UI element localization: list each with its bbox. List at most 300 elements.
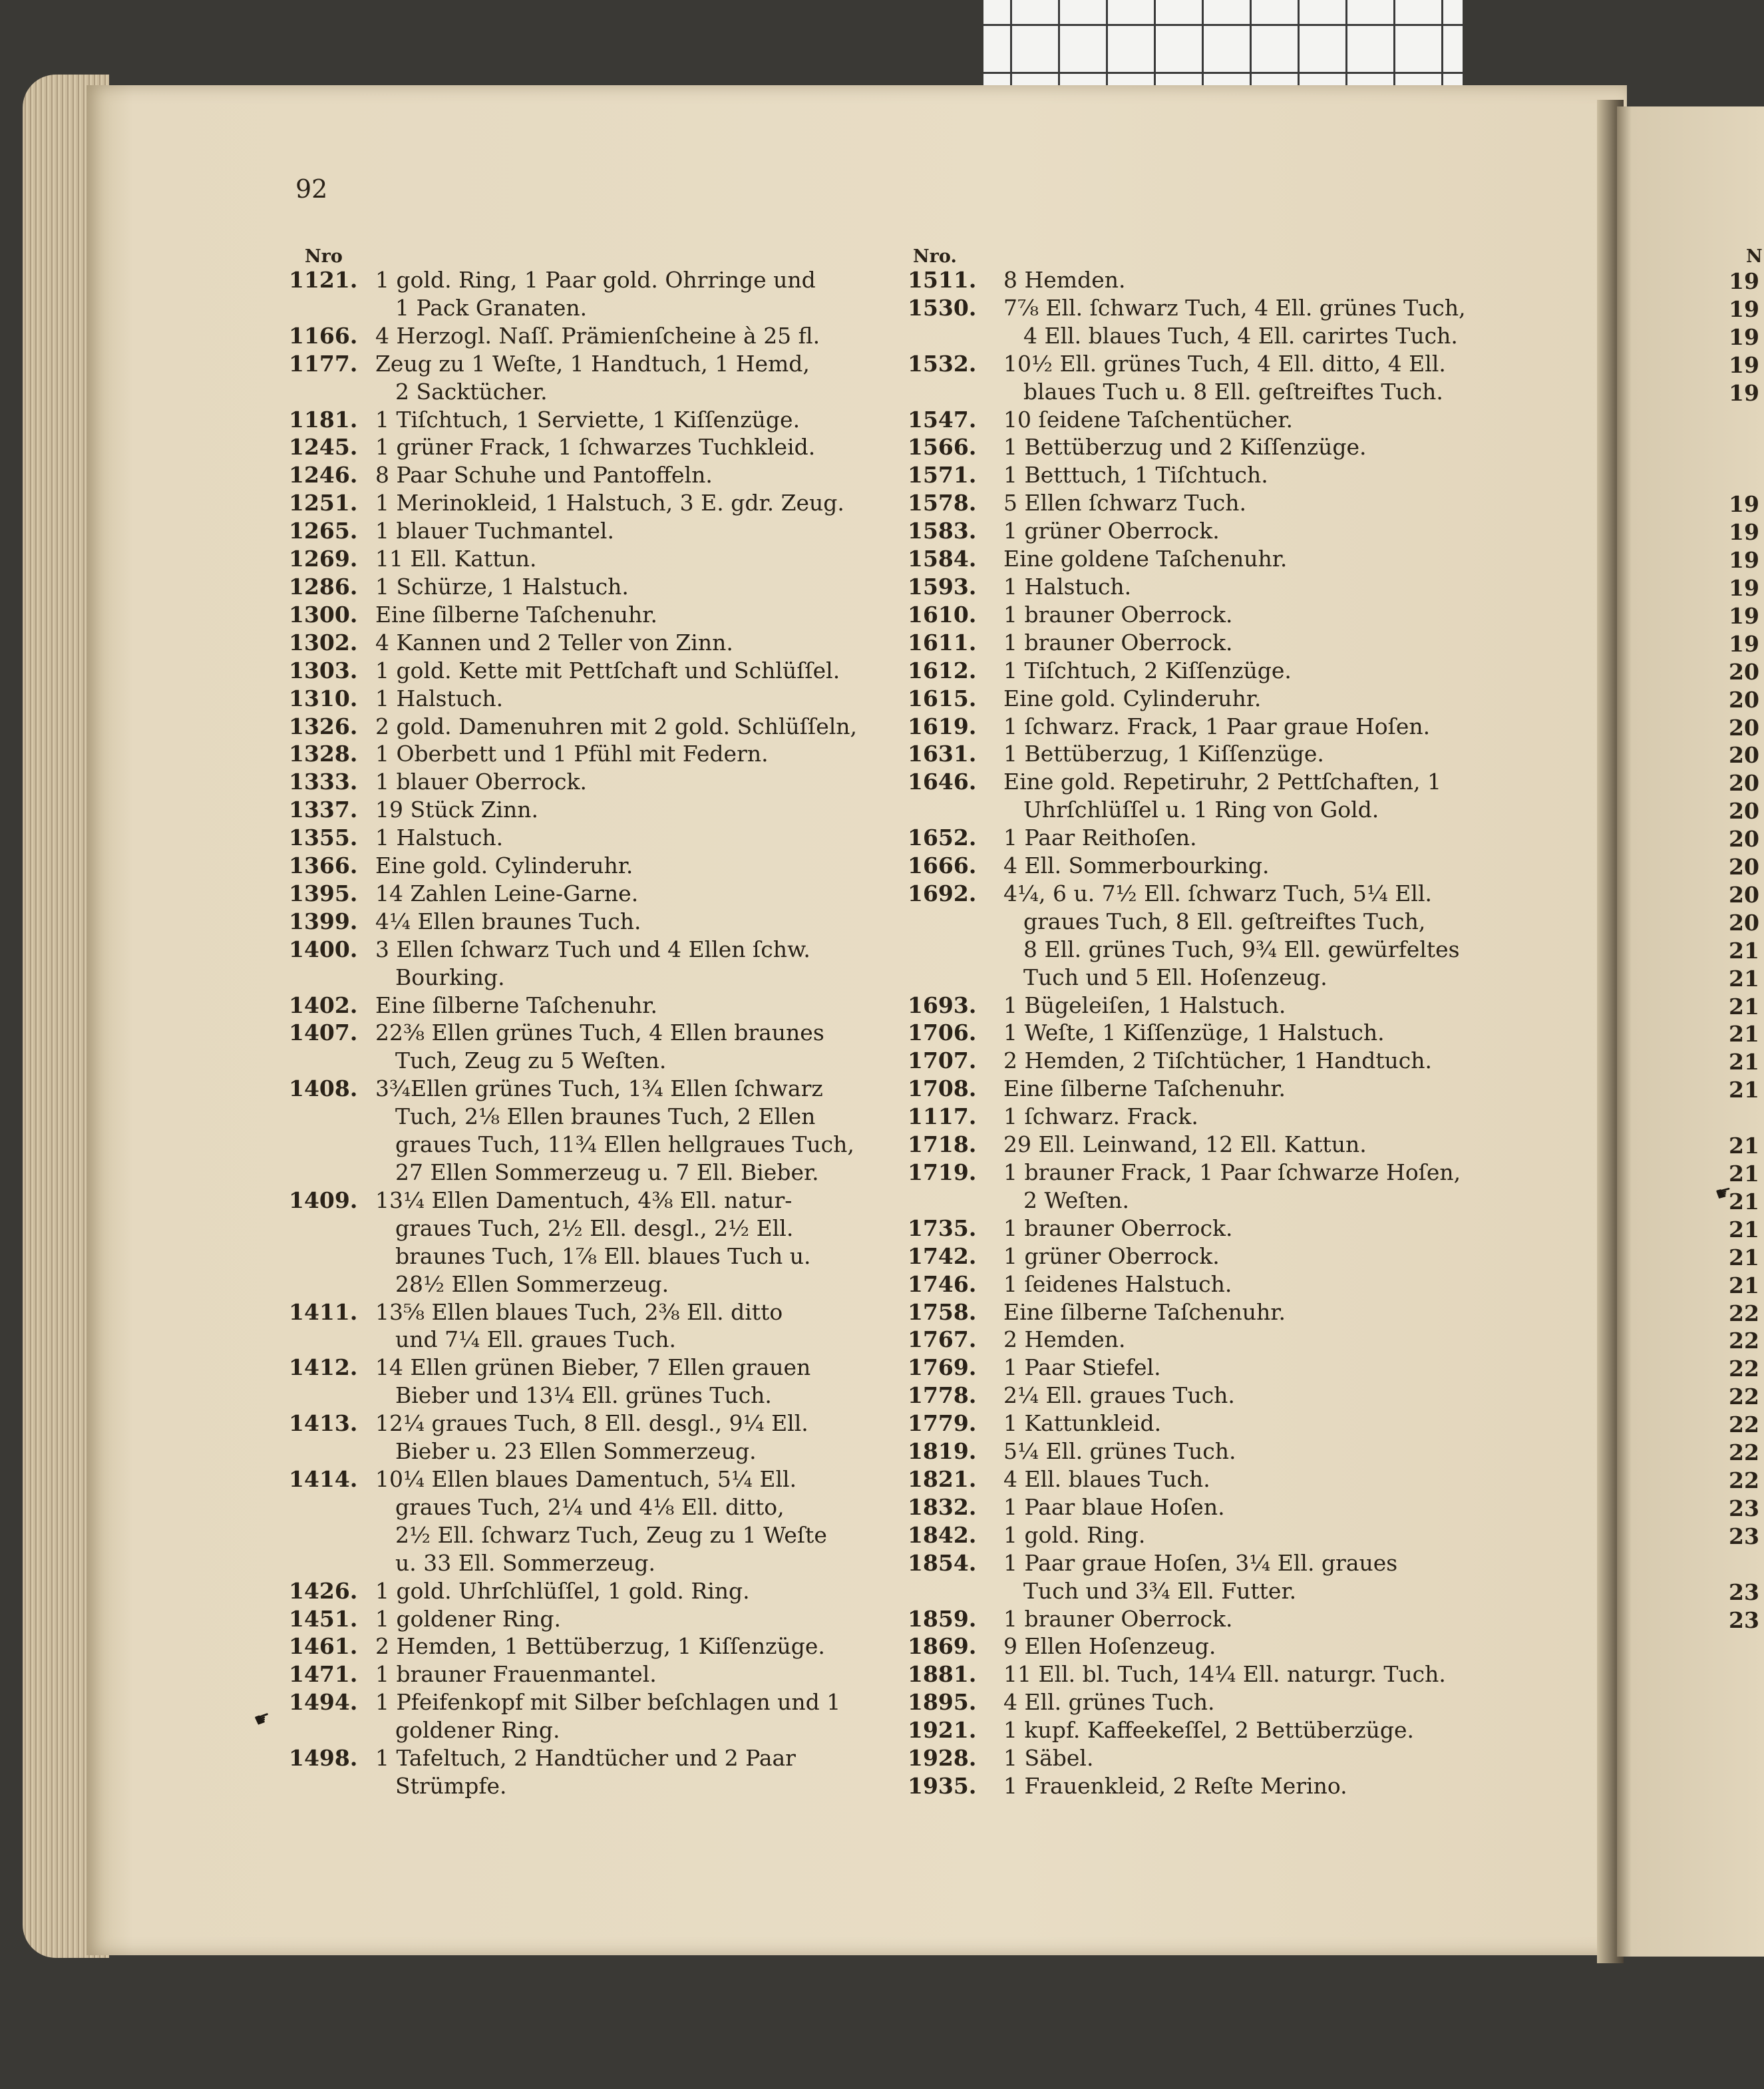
entry-line: 1 Pfeifenkopf mit Silber beſchlagen und 1 [375, 1689, 841, 1716]
right-entry-list [908, 266, 1506, 1800]
entry-number: 1611. [908, 629, 977, 656]
entry-line: Eine ſilberne Taſchenuhr. [1003, 1075, 1286, 1102]
list-item [908, 1298, 1506, 1326]
entry-description [375, 796, 888, 824]
entry-number: 1117. [908, 1103, 977, 1130]
entry-line: Bieber und 13¼ Ell. grünes Tuch. [395, 1382, 772, 1409]
list-item [908, 1744, 1506, 1772]
entry-line: 4 Kannen und 2 Teller von Zinn. [375, 629, 733, 656]
entry-line: 8 Ell. grünes Tuch, 9¾ Ell. gewürfeltes [1023, 936, 1460, 962]
fragment-line: 19 [1729, 351, 1759, 378]
entry-line: 12¼ graues Tuch, 8 Ell. desgl., 9¼ Ell. [375, 1410, 808, 1437]
entry-description [1001, 1521, 1506, 1549]
list-item [289, 768, 888, 796]
entry-number: 1652. [908, 825, 977, 851]
entry-description [1001, 1215, 1506, 1242]
entry-number: 1547. [908, 406, 977, 433]
list-item [908, 1549, 1506, 1605]
entry-number: 1769. [908, 1354, 977, 1381]
list-item [908, 1410, 1506, 1437]
entry-line: 22⅜ Ellen grünes Tuch, 4 Ellen braunes [375, 1020, 824, 1046]
entry-number: 1593. [908, 573, 977, 600]
entry-description [375, 880, 888, 908]
fragment-line: 19 [1729, 295, 1759, 322]
entry-number: 1461. [289, 1633, 358, 1660]
entry-number: 1778. [908, 1382, 977, 1409]
entry-line: 9 Ellen Hoſenzeug. [1003, 1633, 1216, 1660]
entry-description [1001, 852, 1506, 880]
entry-number: 1779. [908, 1410, 977, 1437]
list-item [908, 1382, 1506, 1410]
entry-number: 1426. [289, 1577, 358, 1604]
entry-line: 1 brauner Oberrock. [1003, 1215, 1233, 1241]
fragment-line: 21 [1729, 993, 1759, 1020]
entry-line: 3 Ellen ſchwarz Tuch und 4 Ellen ſchw. [375, 936, 810, 962]
entry-line: 1 Kattunkleid. [1003, 1410, 1162, 1437]
entry-description [1001, 824, 1506, 852]
fragment-line: 21 [1729, 965, 1759, 992]
entry-description [375, 713, 888, 741]
entry-number: 1708. [908, 1075, 977, 1102]
entry-line: 1 Pack Granaten. [395, 294, 588, 321]
entry-number: 1300. [289, 601, 358, 628]
list-item [908, 1772, 1506, 1800]
entry-line: 1 Halstuch. [375, 685, 504, 711]
list-item [289, 350, 888, 406]
entry-line: Zeug zu 1 Weſte, 1 Handtuch, 1 Hemd, [375, 350, 810, 377]
entry-number: 1414. [289, 1465, 358, 1492]
entry-line: 1 grüner Oberrock. [1003, 518, 1220, 544]
list-item [289, 489, 888, 517]
entry-line: Bourking. [395, 964, 505, 990]
entry-number: 1881. [908, 1661, 977, 1688]
entry-line: 4¼ Ellen braunes Tuch. [375, 908, 641, 934]
entry-line: 2 Sacktücher. [395, 378, 548, 405]
fragment-line: 19 [1729, 491, 1759, 518]
fragment-line: 19 [1729, 630, 1759, 657]
entry-description [375, 1577, 888, 1605]
entry-number: 1251. [289, 490, 358, 516]
entry-description [375, 852, 888, 880]
entry-line: 1 Paar Stiefel. [1003, 1354, 1161, 1381]
entry-description [375, 768, 888, 796]
entry-description [375, 629, 888, 657]
entry-line: 2¼ Ell. graues Tuch. [1003, 1382, 1235, 1409]
list-item [908, 992, 1506, 1020]
list-item [289, 1354, 888, 1410]
list-item [908, 852, 1506, 880]
entry-number: 1408. [289, 1075, 358, 1102]
fragment-line: 21 [1729, 937, 1759, 964]
fragment-line: 20 [1729, 658, 1759, 685]
entry-line: 1 Bettüberzug, 1 Kiſſenzüge. [1003, 741, 1324, 767]
list-item [908, 685, 1506, 713]
list-item [289, 1577, 888, 1605]
entry-line: Bieber u. 23 Ellen Sommerzeug. [395, 1438, 757, 1465]
fragment-line: 19 [1729, 323, 1759, 350]
entry-line: Tuch, 2⅛ Ellen braunes Tuch, 2 Ellen [395, 1103, 816, 1130]
list-item [908, 601, 1506, 629]
entry-description [375, 489, 888, 517]
entry-number: 1758. [908, 1298, 977, 1325]
entry-description [375, 601, 888, 629]
entry-description [1001, 601, 1506, 629]
fragment-line: 19 [1729, 574, 1759, 601]
entry-line: 28½ Ellen Sommerzeug. [395, 1270, 669, 1297]
list-item [908, 266, 1506, 294]
entry-description [375, 517, 888, 545]
list-item [289, 1187, 888, 1298]
entry-line: 1 Paar Reithoſen. [1003, 825, 1197, 851]
list-item [289, 406, 888, 434]
entry-line: Tuch und 3¾ Ell. Futter. [1023, 1577, 1297, 1604]
entry-line: 10¼ Ellen blaues Damentuch, 5¼ Ell. [375, 1465, 797, 1492]
entry-number: 1511. [908, 267, 977, 293]
entry-line: 1 grüner Oberrock. [1003, 1242, 1220, 1269]
entry-description [1001, 1382, 1506, 1410]
entry-description [1001, 1159, 1506, 1215]
entry-number: 1619. [908, 713, 977, 739]
list-item [289, 573, 888, 601]
entry-description [375, 573, 888, 601]
entry-description [1001, 545, 1506, 573]
entry-description [375, 685, 888, 713]
entry-number: 1411. [289, 1298, 358, 1325]
entry-number: 1854. [908, 1549, 977, 1576]
entry-line: 1 blauer Tuchmantel. [375, 518, 614, 544]
entry-number: 1302. [289, 629, 358, 656]
list-item [908, 657, 1506, 685]
list-item [908, 1131, 1506, 1159]
entry-line: blaues Tuch u. 8 Ell. geſtreiftes Tuch. [1023, 378, 1443, 405]
entry-line: 19 Stück Zinn. [375, 797, 539, 823]
entry-number: 1337. [289, 797, 358, 823]
entry-number: 1583. [908, 518, 977, 544]
entry-number: 1571. [908, 462, 977, 488]
entry-line: 1 Frauenkleid, 2 Reſte Merino. [1003, 1772, 1347, 1799]
entry-description [375, 740, 888, 768]
entry-line: 2 Hemden, 2 Tiſchtücher, 1 Handtuch. [1003, 1047, 1432, 1074]
entry-number: 1399. [289, 908, 358, 934]
entry-description [1001, 713, 1506, 741]
entry-line: 1 ſeidenes Halstuch. [1003, 1270, 1232, 1297]
fragment-line [1729, 407, 1759, 435]
list-item [908, 573, 1506, 601]
entry-line: 1 brauner Oberrock. [1003, 629, 1233, 656]
entry-description [1001, 406, 1506, 434]
fragment-line: 20 [1729, 826, 1759, 853]
entry-line: 10 ſeidene Taſchentücher. [1003, 406, 1293, 433]
list-item [908, 294, 1506, 350]
entry-line: 1 Halstuch. [375, 825, 504, 851]
fragment-line: 22 [1729, 1384, 1759, 1410]
list-item [908, 1688, 1506, 1716]
entry-number: 1286. [289, 573, 358, 600]
fragment-line: 21 [1729, 1133, 1759, 1159]
entry-number: 1767. [908, 1326, 977, 1353]
entry-number: 1246. [289, 462, 358, 488]
list-item [908, 517, 1506, 545]
entry-number: 1610. [908, 601, 977, 628]
list-item [289, 824, 888, 852]
entry-description [1001, 992, 1506, 1020]
entry-line: 1 Tiſchtuch, 1 Serviette, 1 Kiſſenzüge. [375, 406, 800, 433]
fragment-line: 19 [1729, 519, 1759, 546]
entry-description [375, 657, 888, 685]
entry-description [375, 1660, 888, 1688]
entry-number: 1735. [908, 1215, 977, 1241]
list-item [289, 266, 888, 322]
entry-description [1001, 1410, 1506, 1437]
list-item [908, 350, 1506, 406]
entry-number: 1928. [908, 1745, 977, 1772]
entry-number: 1832. [908, 1493, 977, 1520]
list-item [289, 1632, 888, 1660]
list-item [908, 880, 1506, 992]
entry-description [375, 1187, 888, 1298]
entry-description [1001, 461, 1506, 489]
fragment-line [1729, 435, 1759, 463]
entry-description [1001, 1465, 1506, 1493]
entry-description [1001, 1326, 1506, 1354]
fragment-line: 19 [1729, 547, 1759, 574]
entry-number: 1584. [908, 546, 977, 572]
fragment-line: 20 [1729, 770, 1759, 797]
list-item [908, 768, 1506, 824]
entry-line: 1 brauner Frack, 1 Paar ſchwarze Hoſen, [1003, 1159, 1461, 1185]
list-item [908, 545, 1506, 573]
fragment-line: 21 [1729, 1216, 1759, 1242]
entry-line: und 7¼ Ell. graues Tuch. [395, 1326, 677, 1353]
entry-line: graues Tuch, 2¼ und 4⅛ Ell. ditto, [395, 1493, 785, 1520]
entry-line: graues Tuch, 2½ Ell. desgl., 2½ Ell. [395, 1215, 794, 1241]
entry-description [375, 908, 888, 936]
entry-description [1001, 1354, 1506, 1382]
entry-number: 1451. [289, 1605, 358, 1632]
entry-line: 27 Ellen Sommerzeug u. 7 Ell. Bieber. [395, 1159, 819, 1185]
entry-number: 1328. [289, 741, 358, 767]
entry-line: Eine goldene Taſchenuhr. [1003, 546, 1288, 572]
list-item [908, 1521, 1506, 1549]
fragment-line: 21 [1729, 1161, 1759, 1187]
entry-line: 1 goldener Ring. [375, 1605, 562, 1632]
fragment-line: 21 [1729, 1077, 1759, 1103]
entry-line: 2 Hemden, 1 Bettüberzug, 1 Kiſſenzüge. [375, 1633, 825, 1660]
entry-description [375, 1354, 888, 1410]
entry-number: 1409. [289, 1187, 358, 1213]
fragment-line: 21 [1729, 1188, 1759, 1215]
left-entry-list [289, 266, 888, 1800]
next-page-header: N [1746, 246, 1763, 267]
fragment-line: 19 [1729, 379, 1759, 406]
list-item [289, 713, 888, 741]
list-item [908, 1632, 1506, 1660]
entry-description [1001, 1493, 1506, 1521]
entry-number: 1821. [908, 1465, 977, 1492]
entry-number: 1413. [289, 1410, 358, 1437]
fragment-line: 20 [1729, 714, 1759, 741]
entry-line: 2½ Ell. ſchwarz Tuch, Zeug zu 1 Weſte [395, 1521, 827, 1548]
entry-number: 1166. [289, 322, 358, 349]
entry-line: 13⅝ Ellen blaues Tuch, 2⅜ Ell. ditto [375, 1298, 783, 1325]
entry-line: u. 33 Ell. Sommerzeug. [395, 1549, 656, 1576]
fragment-line: 22 [1729, 1439, 1759, 1466]
entry-description [1001, 1298, 1506, 1326]
entry-number: 1612. [908, 657, 977, 683]
entry-number: 1859. [908, 1605, 977, 1632]
entry-description [375, 1605, 888, 1633]
list-item [908, 433, 1506, 461]
entry-description [1001, 517, 1506, 545]
list-item [289, 657, 888, 685]
entry-line: braunes Tuch, 1⅞ Ell. blaues Tuch u. [395, 1242, 811, 1269]
entry-description [375, 1019, 888, 1075]
entry-description [1001, 573, 1506, 601]
entry-number: 1921. [908, 1717, 977, 1744]
list-item [908, 1354, 1506, 1382]
entry-description [1001, 1047, 1506, 1075]
entry-number: 1400. [289, 936, 358, 962]
list-item [289, 852, 888, 880]
list-item [289, 936, 888, 992]
list-item [289, 1019, 888, 1075]
entry-line: 4 Ell. blaues Tuch, 4 Ell. carirtes Tuch. [1023, 322, 1458, 349]
list-item [289, 908, 888, 936]
entry-line: 29 Ell. Leinwand, 12 Ell. Kattun. [1003, 1131, 1367, 1158]
entry-number: 1407. [289, 1020, 358, 1046]
entry-number: 1935. [908, 1772, 977, 1799]
fragment-line: 22 [1729, 1328, 1759, 1354]
fragment-line [1729, 1104, 1759, 1132]
entry-line: 1 Merinokleid, 1 Halstuch, 3 E. gdr. Zeug. [375, 490, 844, 516]
entry-number: 1566. [908, 434, 977, 461]
entry-line: Strümpfe. [395, 1772, 507, 1799]
list-item [908, 489, 1506, 517]
entry-line: 1 ſchwarz. Frack, 1 Paar graue Hoſen. [1003, 713, 1431, 739]
entry-number: 1395. [289, 880, 358, 906]
entry-number: 1181. [289, 406, 358, 433]
list-item [289, 1605, 888, 1633]
fragment-line: 22 [1729, 1300, 1759, 1326]
fragment-line: 20 [1729, 881, 1759, 908]
left-hand-pointer-icon: ☛ [251, 1705, 274, 1732]
entry-number: 1742. [908, 1242, 977, 1269]
entry-line: 1 gold. Ring, 1 Paar gold. Ohrringe und [375, 267, 816, 293]
entry-line: Eine gold. Cylinderuhr. [1003, 685, 1262, 711]
entry-line: 2 Weſten. [1023, 1187, 1129, 1213]
list-item [289, 433, 888, 461]
fragment-line: 20 [1729, 909, 1759, 936]
entry-line: 14 Ellen grünen Bieber, 7 Ellen grauen [375, 1354, 811, 1381]
list-item [289, 796, 888, 824]
list-item [908, 1326, 1506, 1354]
entry-number: 1532. [908, 350, 977, 377]
list-item [908, 629, 1506, 657]
entry-line: 1 grüner Frack, 1 ſchwarzes Tuchkleid. [375, 434, 816, 461]
entry-description [1001, 880, 1506, 992]
entry-number: 1706. [908, 1020, 977, 1046]
entry-line: 1 gold. Uhrſchlüſſel, 1 gold. Ring. [375, 1577, 750, 1604]
entry-description [1001, 433, 1506, 461]
entry-description [1001, 1131, 1506, 1159]
entry-line: 1 brauner Oberrock. [1003, 601, 1233, 628]
entry-description [375, 936, 888, 992]
list-item [289, 1298, 888, 1354]
entry-line: 11 Ell. Kattun. [375, 546, 537, 572]
entry-line: 11 Ell. bl. Tuch, 14¼ Ell. naturgr. Tuch. [1003, 1661, 1446, 1688]
entry-description [1001, 1632, 1506, 1660]
list-item [289, 322, 888, 350]
entry-line: Eine ſilberne Taſchenuhr. [375, 601, 657, 628]
list-item [908, 1437, 1506, 1465]
entry-number: 1869. [908, 1633, 977, 1660]
entry-description [1001, 350, 1506, 406]
entry-line: graues Tuch, 11¾ Ellen hellgraues Tuch, [395, 1131, 854, 1158]
entry-description [1001, 266, 1506, 294]
list-item [908, 1465, 1506, 1493]
list-item [289, 740, 888, 768]
entry-description [375, 1632, 888, 1660]
list-item [289, 685, 888, 713]
list-item [289, 517, 888, 545]
entry-number: 1355. [289, 825, 358, 851]
entry-line: 4¼, 6 u. 7½ Ell. ſchwarz Tuch, 5¼ Ell. [1003, 880, 1432, 906]
entry-number: 1265. [289, 518, 358, 544]
entry-number: 1303. [289, 657, 358, 683]
entry-number: 1121. [289, 267, 358, 293]
entry-line: 1 Betttuch, 1 Tiſchtuch. [1003, 462, 1268, 488]
entry-description [1001, 657, 1506, 685]
entry-line: 1 ſchwarz. Frack. [1003, 1103, 1198, 1130]
page-number: 92 [295, 174, 328, 204]
entry-description [1001, 1242, 1506, 1270]
list-item [908, 713, 1506, 741]
entry-line: 13¼ Ellen Damentuch, 4⅜ Ell. natur- [375, 1187, 793, 1213]
entry-line: Tuch und 5 Ell. Hoſenzeug. [1023, 964, 1327, 990]
list-item [908, 1075, 1506, 1103]
entry-line: graues Tuch, 8 Ell. geſtreiftes Tuch, [1023, 908, 1426, 934]
entry-description [375, 545, 888, 573]
entry-line: 8 Paar Schuhe und Pantoffeln. [375, 462, 713, 488]
entry-line: 1 Paar graue Hoſen, 3¼ Ell. graues [1003, 1549, 1398, 1576]
entry-line: Uhrſchlüſſel u. 1 Ring von Gold. [1023, 797, 1379, 823]
entry-number: 1498. [289, 1745, 358, 1772]
entry-line: 1 brauner Frauenmantel. [375, 1661, 657, 1688]
entry-description [375, 824, 888, 852]
right-column-header: Nro. [913, 246, 957, 267]
entry-line: 1 Bügeleiſen, 1 Halstuch. [1003, 992, 1286, 1018]
entry-description [375, 1298, 888, 1354]
entry-description [375, 1744, 888, 1800]
fragment-line: 20 [1729, 686, 1759, 713]
entry-number: 1471. [289, 1661, 358, 1688]
right-hand-pointer-icon: ☛ [1713, 1180, 1735, 1206]
fragment-line: 21 [1729, 1272, 1759, 1298]
entry-description [375, 1075, 888, 1187]
fragment-line: 23 [1729, 1607, 1759, 1633]
fragment-line: 19 [1729, 268, 1759, 294]
list-item [289, 545, 888, 573]
entry-line: 1 Tafeltuch, 2 Handtücher und 2 Paar [375, 1745, 796, 1772]
fragment-line: 20 [1729, 742, 1759, 769]
entry-line: Eine gold. Cylinderuhr. [375, 853, 633, 879]
entry-description [1001, 1437, 1506, 1465]
entry-description [1001, 1019, 1506, 1047]
list-item [289, 1688, 888, 1744]
fragment-line: 21 [1729, 1049, 1759, 1075]
fragment-line: 20 [1729, 854, 1759, 880]
list-item [908, 1103, 1506, 1131]
